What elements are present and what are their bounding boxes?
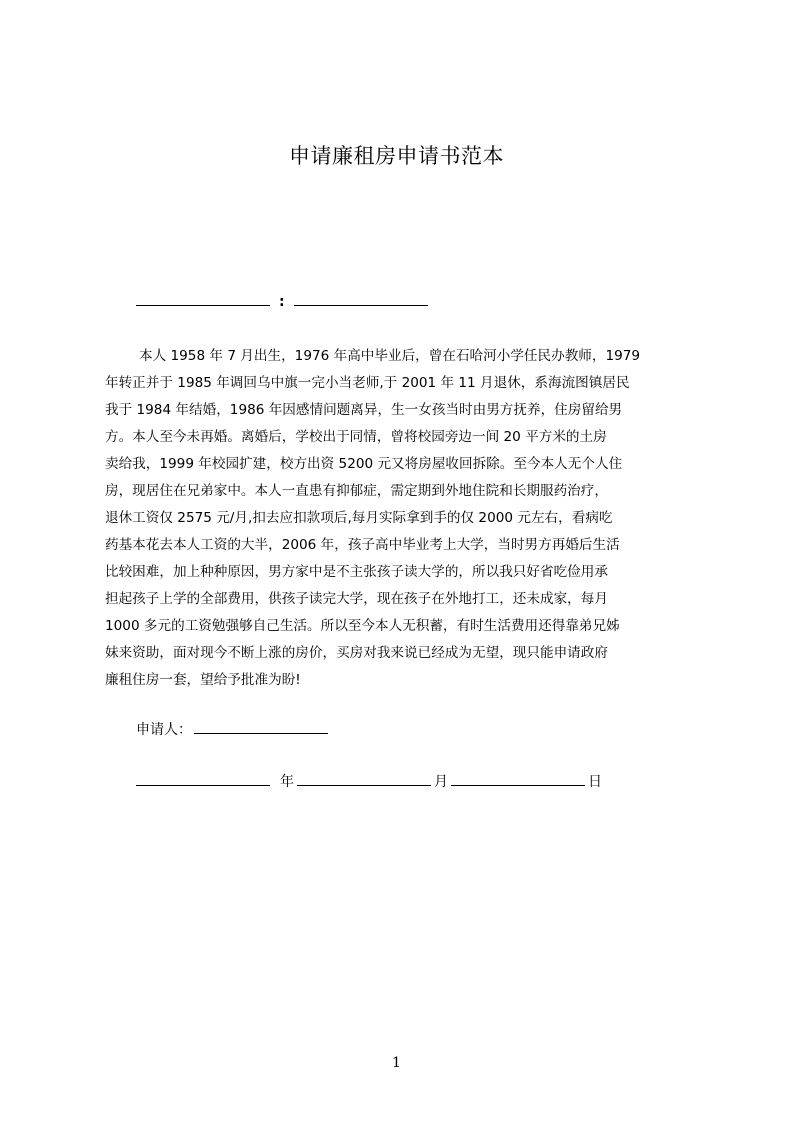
addressee-line (136, 290, 428, 313)
body-line: 1000 多元的工资勉强够自己生活。所以至今本人无积蓄，有时生活费用还得靠弟兄姊 (105, 618, 620, 634)
body-line: 年转正并于 1985 年调回乌中旗一完小当老师,于 2001 年 11 月退休，系海流图镇居民 (105, 375, 630, 391)
body-line: 比较困难，加上种种原因，男方家中是不主张孩子读大学的，所以我只好省吃俭用承 (105, 564, 608, 580)
addressee-blank-left (136, 290, 270, 306)
document-title: 申请廉租房申请书范本 (289, 144, 504, 168)
date-year-blank (136, 770, 270, 786)
body-line: 妹来资助，面对现今不断上涨的房价，买房对我来说已经成为无望，现只能申请政府 (105, 645, 608, 661)
body-line: 卖给我，1999 年校园扩建，校方出资 5200 元又将房屋收回拆除。至今本人无个人住 (105, 456, 623, 472)
body-line: 我于 1984 年结婚，1986 年因感情问题离异，生一女孩当时由男方抚养，住房留给男 (105, 402, 623, 418)
date-year-label: 年 (280, 774, 294, 790)
applicant-label: 申请人： (136, 722, 192, 738)
body-line: 本人 1958 年 7 月出生，1976 年高中毕业后，曾在石哈河小学任民办教师，1979 (139, 348, 641, 364)
body-line: 药基本花去本人工资的大半，2006 年，孩子高中毕业考上大学，当时男方再婚后生活 (105, 537, 620, 553)
date-day-label: 日 (588, 774, 602, 790)
date-month-blank (297, 770, 431, 786)
applicant-name-blank (194, 718, 328, 734)
application-body (105, 343, 697, 688)
date-line (136, 770, 605, 793)
addressee-blank-right (294, 290, 428, 306)
page-number: 1 (392, 1055, 401, 1071)
addressee-colon: : (279, 294, 285, 310)
body-line: 担起孩子上学的全部费用，供孩子读完大学，现在孩子在外地打工，还未成家，每月 (105, 591, 608, 607)
body-line: 房，现居住在兄弟家中。本人一直患有抑郁症，需定期到外地住院和长期服药治疗， (105, 483, 608, 499)
date-month-label: 月 (434, 774, 448, 790)
body-line: 廉租住房一套，望给予批准为盼! (105, 672, 301, 688)
applicant-line (136, 718, 328, 741)
date-day-blank (451, 770, 585, 786)
body-line: 方。本人至今未再婚。离婚后，学校出于同情，曾将校园旁边一间 20 平方米的土房 (105, 429, 607, 445)
body-line: 退休工资仅 2575 元/月,扣去应扣款项后,每月实际拿到手的仅 2000 元左右，看病吃 (105, 510, 613, 526)
